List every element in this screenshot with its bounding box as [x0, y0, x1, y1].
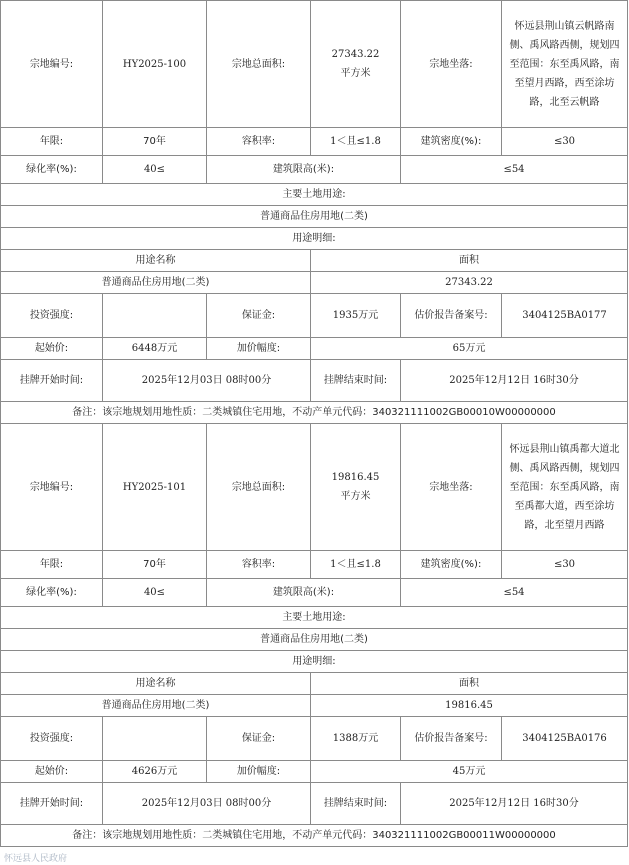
use-name: 普通商品住房用地(二类)	[1, 272, 311, 294]
increment-label: 加价幅度:	[207, 761, 311, 783]
height-value: ≤54	[401, 156, 628, 184]
list-start-label: 挂牌开始时间:	[1, 360, 103, 402]
far-label: 容积率:	[207, 128, 311, 156]
use-detail-header-row	[1, 673, 628, 695]
parcel-basic-row	[1, 424, 628, 551]
parcel-green-row	[1, 156, 628, 184]
parcel-green-row	[1, 579, 628, 607]
list-start-label: 挂牌开始时间:	[1, 783, 103, 825]
green-value: 40≤	[103, 156, 207, 184]
listing-time-row	[1, 783, 628, 825]
parcel-area	[311, 1, 401, 128]
deposit-row	[1, 717, 628, 761]
parcel-code: HY2025-101	[103, 424, 207, 551]
parcel-table-1	[0, 0, 628, 424]
invest-label: 投资强度:	[1, 294, 103, 338]
appraisal-value: 3404125BA0176	[502, 717, 628, 761]
parcel-basic-row	[1, 1, 628, 128]
use-detail-row	[1, 695, 628, 717]
far-value: 1＜且≤1.8	[311, 128, 401, 156]
invest-label: 投资强度:	[1, 717, 103, 761]
start-price-label: 起始价:	[1, 761, 103, 783]
deposit-label: 保证金:	[207, 717, 311, 761]
parcel-table-2	[0, 423, 628, 847]
price-row	[1, 338, 628, 360]
use-area: 19816.45	[311, 695, 628, 717]
parcel-note: 备注：该宗地规划用地性质：二类城镇住宅用地，不动产单元代码：340321111002GB00010W00000000	[1, 402, 628, 424]
green-label: 绿化率(%):	[1, 156, 103, 184]
far-label: 容积率:	[207, 551, 311, 579]
increment-value: 45万元	[311, 761, 628, 783]
deposit-value: 1935万元	[311, 294, 401, 338]
term-value: 70年	[103, 551, 207, 579]
parcel-location-label: 宗地坐落:	[401, 424, 502, 551]
list-end-label: 挂牌结束时间:	[311, 360, 401, 402]
use-detail-row	[1, 272, 628, 294]
deposit-row	[1, 294, 628, 338]
main-use-label: 主要土地用途:	[1, 184, 628, 206]
green-label: 绿化率(%):	[1, 579, 103, 607]
parcel-location-label: 宗地坐落:	[401, 1, 502, 128]
main-use-value: 普通商品住房用地(二类)	[1, 206, 628, 228]
use-detail-label: 用途明细:	[1, 228, 628, 250]
term-label: 年限:	[1, 128, 103, 156]
term-label: 年限:	[1, 551, 103, 579]
main-use-value: 普通商品住房用地(二类)	[1, 629, 628, 651]
invest-value	[103, 717, 207, 761]
parcel-term-row	[1, 128, 628, 156]
list-end-value: 2025年12月12日 16时30分	[401, 360, 628, 402]
parcel-note: 备注：该宗地规划用地性质：二类城镇住宅用地，不动产单元代码：340321111002GB00011W00000000	[1, 825, 628, 847]
price-row	[1, 761, 628, 783]
use-detail-label: 用途明细:	[1, 651, 628, 673]
density-label: 建筑密度(%):	[401, 128, 502, 156]
parcel-area	[311, 424, 401, 551]
start-price-label: 起始价:	[1, 338, 103, 360]
use-area-header: 面积	[311, 673, 628, 695]
increment-label: 加价幅度:	[207, 338, 311, 360]
deposit-label: 保证金:	[207, 294, 311, 338]
parcel-area-value: 27343.22	[331, 49, 380, 60]
parcel-code-label: 宗地编号:	[1, 424, 103, 551]
density-value: ≤30	[502, 551, 628, 579]
appraisal-value: 3404125BA0177	[502, 294, 628, 338]
increment-value: 65万元	[311, 338, 628, 360]
parcel-area-unit: 平方米	[340, 491, 371, 502]
deposit-value: 1388万元	[311, 717, 401, 761]
appraisal-label: 估价报告备案号:	[401, 294, 502, 338]
parcel-area-unit: 平方米	[340, 68, 371, 79]
list-end-label: 挂牌结束时间:	[311, 783, 401, 825]
watermark: 怀远县人民政府	[4, 854, 68, 864]
use-area-header: 面积	[311, 250, 628, 272]
green-value: 40≤	[103, 579, 207, 607]
listing-time-row	[1, 360, 628, 402]
parcel-code: HY2025-100	[103, 1, 207, 128]
parcel-location: 怀远县荆山镇云帆路南侧、禹风路西侧，规划四至范围：东至禹风路，南至望月西路，西至涂坊路，北至云帆路	[502, 1, 628, 128]
main-use-label: 主要土地用途:	[1, 607, 628, 629]
height-label: 建筑限高(米):	[207, 156, 401, 184]
use-name: 普通商品住房用地(二类)	[1, 695, 311, 717]
parcel-location: 怀远县荆山镇禹都大道北侧、禹风路西侧，规划四至范围：东至禹风路，南至禹都大道，西至涂坊路，北至望月西路	[502, 424, 628, 551]
term-value: 70年	[103, 128, 207, 156]
height-value: ≤54	[401, 579, 628, 607]
list-start-value: 2025年12月03日 08时00分	[103, 783, 311, 825]
start-price-value: 4626万元	[103, 761, 207, 783]
density-label: 建筑密度(%):	[401, 551, 502, 579]
use-name-header: 用途名称	[1, 673, 311, 695]
appraisal-label: 估价报告备案号:	[401, 717, 502, 761]
parcel-code-label: 宗地编号:	[1, 1, 103, 128]
density-value: ≤30	[502, 128, 628, 156]
list-end-value: 2025年12月12日 16时30分	[401, 783, 628, 825]
height-label: 建筑限高(米):	[207, 579, 401, 607]
invest-value	[103, 294, 207, 338]
use-detail-header-row	[1, 250, 628, 272]
start-price-value: 6448万元	[103, 338, 207, 360]
list-start-value: 2025年12月03日 08时00分	[103, 360, 311, 402]
use-name-header: 用途名称	[1, 250, 311, 272]
parcel-area-label: 宗地总面积:	[207, 1, 311, 128]
parcel-area-label: 宗地总面积:	[207, 424, 311, 551]
parcel-term-row	[1, 551, 628, 579]
use-area: 27343.22	[311, 272, 628, 294]
far-value: 1＜且≤1.8	[311, 551, 401, 579]
parcel-area-value: 19816.45	[331, 472, 380, 483]
